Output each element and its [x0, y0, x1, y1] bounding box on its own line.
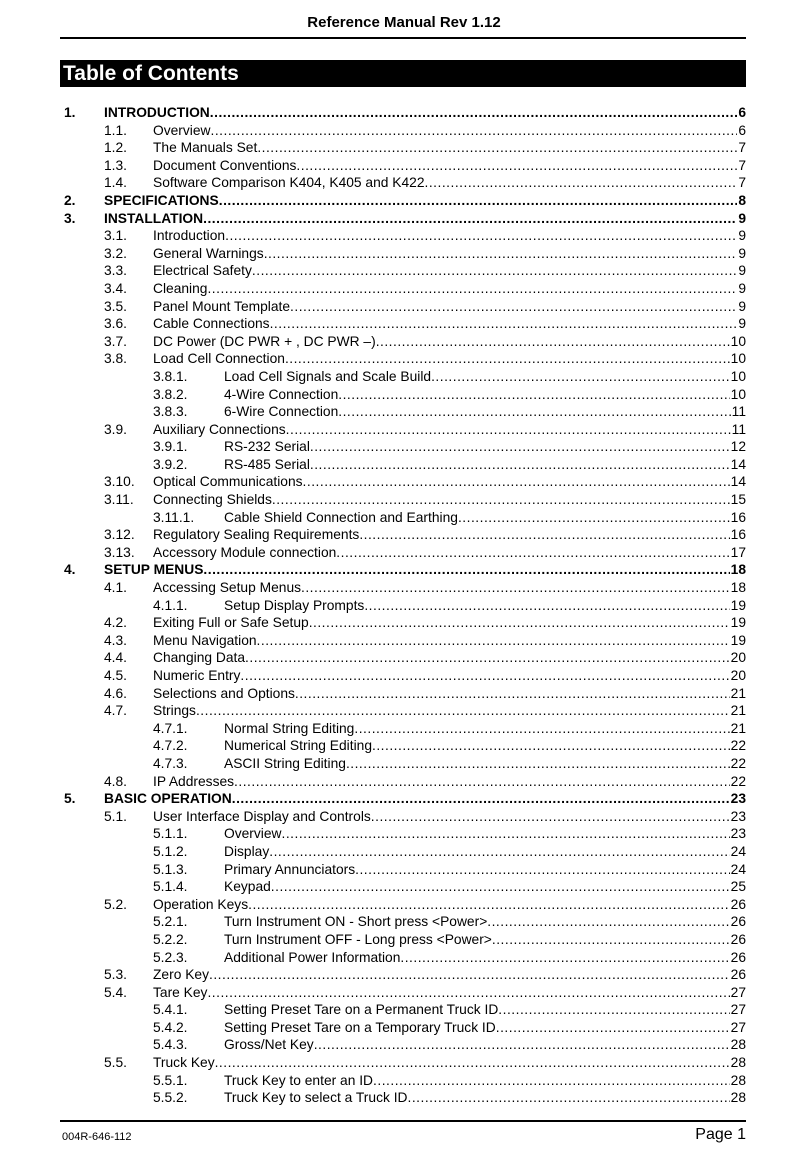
- toc-entry[interactable]: [0, 808, 808, 826]
- dot-leader: [314, 1036, 730, 1054]
- toc-entry-number: 5.4.1.: [153, 1002, 188, 1018]
- dot-leader: [211, 122, 738, 140]
- toc-entry-number: 3.8.2.: [153, 386, 188, 402]
- toc-entry[interactable]: [0, 597, 808, 615]
- dot-leader: [309, 614, 730, 632]
- toc-entry-number: 3.3.: [104, 263, 128, 279]
- toc-entry[interactable]: [0, 1036, 808, 1054]
- toc-entry-number: 5.1.1.: [153, 826, 188, 842]
- toc-entry-page: 28: [730, 1055, 746, 1071]
- toc-entry-page: 24: [730, 843, 746, 859]
- toc-entry-title: Selections and Options: [153, 685, 295, 701]
- toc-entry-number: 1.3.: [104, 157, 128, 173]
- toc-list: [0, 104, 808, 1107]
- toc-entry-page: 27: [730, 1019, 746, 1035]
- toc-heading: Table of Contents: [63, 62, 239, 85]
- toc-entry-page: 9: [738, 280, 746, 296]
- dot-leader: [219, 192, 738, 210]
- toc-entry-page: 24: [730, 861, 746, 877]
- toc-entry-number: 5.1.4.: [153, 879, 188, 895]
- toc-entry-number: 4.8.: [104, 773, 128, 789]
- toc-entry-number: 5.2.3.: [153, 949, 188, 965]
- toc-entry-title: Setup Display Prompts: [224, 597, 365, 613]
- toc-entry[interactable]: [0, 210, 808, 228]
- toc-entry[interactable]: [0, 1089, 808, 1107]
- toc-entry-number: 3.4.: [104, 280, 128, 296]
- toc-entry-page: 26: [730, 931, 746, 947]
- toc-entry-number: 3.6.: [104, 316, 128, 332]
- toc-entry-title: Load Cell Connection: [153, 351, 285, 367]
- toc-entry-number: 5.4.3.: [153, 1037, 188, 1053]
- toc-entry-number: 3.12.: [104, 527, 135, 543]
- toc-entry[interactable]: [0, 298, 808, 316]
- toc-entry-title: Numeric Entry: [153, 668, 241, 683]
- toc-entry-number: 4.4.: [104, 650, 128, 666]
- toc-entry[interactable]: [0, 280, 808, 298]
- toc-entry-title: INTRODUCTION: [104, 105, 210, 120]
- dot-leader: [303, 473, 730, 491]
- toc-entry-page: 22: [730, 738, 746, 754]
- toc-entry-page: 12: [730, 439, 746, 455]
- toc-entry-number: 3.5.: [104, 298, 128, 314]
- toc-entry-number: 3.8.1.: [153, 368, 188, 384]
- toc-entry-page: 16: [730, 527, 746, 543]
- toc-entry-title: Normal String Editing: [224, 720, 355, 736]
- dot-leader: [487, 913, 729, 931]
- toc-entry-page: 26: [730, 949, 746, 965]
- toc-entry-number: 5.2.: [104, 896, 128, 912]
- dot-leader: [286, 421, 731, 439]
- toc-entry[interactable]: [0, 1072, 808, 1090]
- toc-entry-number: 5.2.1.: [153, 914, 188, 930]
- toc-entry-page: 26: [730, 967, 746, 983]
- toc-entry-number: 4.7.3.: [153, 755, 188, 771]
- toc-entry-number: 3.13.: [104, 544, 135, 560]
- dot-leader: [400, 949, 729, 967]
- dot-leader: [372, 737, 730, 755]
- toc-entry-number: 5.5.: [104, 1055, 128, 1071]
- dot-leader: [376, 333, 730, 351]
- toc-entry-title: User Interface Display and Controls: [153, 808, 371, 824]
- toc-entry-title: Accessory Module connection: [153, 544, 337, 560]
- dot-leader: [248, 896, 730, 914]
- toc-entry-page: 9: [738, 210, 746, 226]
- toc-entry-page: 19: [730, 597, 746, 613]
- toc-entry[interactable]: [0, 579, 808, 597]
- toc-entry[interactable]: [0, 491, 808, 509]
- dot-leader: [272, 491, 730, 509]
- toc-entry-page: 27: [730, 1002, 746, 1018]
- dot-leader: [240, 667, 729, 685]
- toc-entry-title: ASCII String Editing: [224, 755, 346, 771]
- toc-banner: [60, 60, 746, 87]
- toc-entry-number: 4.3.: [104, 632, 128, 648]
- toc-entry-number: 4.6.: [104, 685, 128, 701]
- dot-leader: [425, 174, 738, 192]
- toc-entry-title: SETUP MENUS: [104, 562, 204, 578]
- toc-entry-number: 3.9.2.: [153, 456, 188, 472]
- toc-entry-number: 3.7.: [104, 333, 128, 349]
- toc-entry-title: Zero Key: [153, 967, 209, 983]
- toc-entry-page: 21: [730, 720, 746, 736]
- toc-entry-number: 5.1.3.: [153, 861, 188, 877]
- toc-entry-page: 28: [730, 1090, 746, 1106]
- toc-entry[interactable]: [0, 544, 808, 562]
- toc-entry-title: Numerical String Editing: [224, 738, 372, 754]
- dot-leader: [355, 861, 730, 879]
- toc-entry-title: Software Comparison K404, K405 and K422: [153, 175, 425, 191]
- dot-leader: [270, 315, 738, 333]
- toc-entry-number: 5.: [64, 791, 76, 807]
- toc-entry-title: Gross/Net Key: [224, 1037, 314, 1053]
- dot-leader: [257, 632, 730, 650]
- toc-entry-number: 4.: [64, 562, 76, 578]
- toc-entry[interactable]: [0, 984, 808, 1002]
- toc-entry-page: 22: [730, 755, 746, 771]
- toc-entry-page: 25: [730, 879, 746, 895]
- toc-entry-title: Tare Key: [153, 984, 208, 1000]
- toc-entry[interactable]: [0, 737, 808, 755]
- toc-entry-number: 1.2.: [104, 140, 128, 156]
- toc-entry-title: General Warnings: [153, 245, 264, 261]
- toc-entry-page: 9: [738, 298, 746, 314]
- toc-entry[interactable]: [0, 386, 808, 404]
- toc-entry[interactable]: [0, 702, 808, 720]
- toc-entry-page: 7: [738, 157, 746, 173]
- page-number: Page 1: [695, 1126, 746, 1143]
- toc-entry[interactable]: [0, 403, 808, 421]
- dot-leader: [338, 403, 730, 421]
- dot-leader: [371, 808, 730, 826]
- toc-entry-number: 5.1.: [104, 808, 128, 824]
- dot-leader: [269, 843, 729, 861]
- toc-entry-title: Optical Communications: [153, 474, 303, 490]
- toc-entry-number: 3.9.: [104, 421, 128, 437]
- toc-entry[interactable]: [0, 315, 808, 333]
- toc-entry-title: Overview: [224, 826, 282, 842]
- toc-entry[interactable]: [0, 526, 808, 544]
- dot-leader: [234, 773, 730, 791]
- toc-entry[interactable]: [0, 561, 808, 579]
- toc-entry-title: Introduction: [153, 228, 226, 244]
- toc-entry-page: 23: [730, 791, 746, 807]
- dot-leader: [203, 210, 737, 228]
- dot-leader: [196, 702, 730, 720]
- toc-entry[interactable]: [0, 473, 808, 491]
- toc-entry-number: 4.5.: [104, 668, 128, 683]
- toc-entry[interactable]: [0, 509, 808, 527]
- toc-entry-page: 28: [730, 1072, 746, 1088]
- dot-leader: [271, 878, 730, 896]
- toc-entry-title: SPECIFICATIONS: [104, 192, 219, 208]
- toc-entry-page: 7: [738, 140, 746, 156]
- toc-entry-number: 3.8.3.: [153, 404, 188, 420]
- toc-entry[interactable]: [0, 245, 808, 263]
- toc-entry[interactable]: [0, 966, 808, 984]
- toc-entry-title: Accessing Setup Menus: [153, 580, 302, 596]
- toc-entry-title: Truck Key to enter an ID: [224, 1072, 374, 1088]
- toc-entry[interactable]: [0, 878, 808, 896]
- toc-entry-title: Panel Mount Template: [153, 298, 291, 314]
- toc-entry[interactable]: [0, 350, 808, 368]
- toc-entry-page: 19: [730, 632, 746, 648]
- dot-leader: [431, 368, 730, 386]
- toc-entry[interactable]: [0, 368, 808, 386]
- toc-entry-number: 4.1.1.: [153, 597, 188, 613]
- toc-entry-page: 22: [730, 773, 746, 789]
- toc-entry-page: 10: [730, 351, 746, 367]
- toc-entry-number: 3.2.: [104, 245, 128, 261]
- toc-entry-page: 9: [738, 263, 746, 279]
- dot-leader: [373, 1072, 730, 1090]
- toc-entry-number: 3.11.1.: [153, 509, 195, 525]
- toc-entry-page: 9: [738, 316, 746, 332]
- toc-entry-title: Strings: [153, 703, 196, 719]
- toc-entry-page: 8: [738, 192, 746, 208]
- toc-entry-title: Changing Data: [153, 650, 246, 666]
- toc-entry-page: 7: [738, 175, 746, 191]
- toc-entry[interactable]: [0, 174, 808, 192]
- toc-entry-title: Cable Shield Connection and Earthing: [224, 509, 458, 525]
- toc-entry-title: Load Cell Signals and Scale Build: [224, 368, 432, 384]
- dot-leader: [210, 104, 738, 122]
- toc-entry-page: 6: [738, 122, 746, 138]
- dot-leader: [359, 526, 729, 544]
- dot-leader: [285, 350, 730, 368]
- toc-entry-title: Menu Navigation: [153, 632, 257, 648]
- toc-entry-page: 6: [738, 105, 746, 120]
- toc-entry[interactable]: [0, 1001, 808, 1019]
- dot-leader: [207, 280, 737, 298]
- toc-entry-page: 14: [730, 474, 746, 490]
- toc-entry-page: 14: [730, 456, 746, 472]
- toc-entry-number: 5.5.1.: [153, 1072, 188, 1088]
- toc-entry[interactable]: [0, 913, 808, 931]
- dot-leader: [252, 262, 737, 280]
- toc-entry-number: 4.1.: [104, 580, 128, 596]
- toc-entry[interactable]: [0, 861, 808, 879]
- dot-leader: [496, 1019, 730, 1037]
- toc-entry-page: 15: [730, 492, 746, 508]
- toc-entry-number: 1.4.: [104, 175, 128, 191]
- toc-entry[interactable]: [0, 333, 808, 351]
- toc-entry-page: 20: [730, 668, 746, 683]
- toc-entry[interactable]: [0, 755, 808, 773]
- toc-entry-page: 20: [730, 650, 746, 666]
- dot-leader: [364, 597, 729, 615]
- dot-leader: [498, 1001, 729, 1019]
- toc-entry-page: 28: [730, 1037, 746, 1053]
- dot-leader: [245, 649, 730, 667]
- toc-entry-page: 18: [730, 562, 746, 578]
- toc-entry-number: 4.7.1.: [153, 720, 188, 736]
- toc-entry-title: Document Conventions: [153, 157, 297, 173]
- toc-entry-title: RS-485 Serial: [224, 456, 310, 472]
- toc-entry-title: Setting Preset Tare on a Temporary Truck ID: [224, 1019, 496, 1035]
- toc-entry-page: 9: [738, 245, 746, 261]
- dot-leader: [282, 825, 730, 843]
- toc-entry[interactable]: [0, 122, 808, 140]
- dot-leader: [296, 157, 737, 175]
- toc-entry[interactable]: [0, 825, 808, 843]
- toc-entry-title: Setting Preset Tare on a Permanent Truck ID: [224, 1002, 499, 1018]
- running-header-title: Reference Manual Rev 1.12: [307, 14, 501, 31]
- toc-entry-page: 16: [730, 509, 746, 525]
- toc-entry[interactable]: [0, 649, 808, 667]
- dot-leader: [264, 245, 738, 263]
- dot-leader: [310, 438, 730, 456]
- dot-leader: [354, 720, 729, 738]
- toc-entry-page: 21: [730, 703, 746, 719]
- header-rule: [60, 37, 746, 39]
- toc-entry-number: 4.7.2.: [153, 738, 188, 754]
- toc-entry-page: 9: [738, 228, 746, 244]
- toc-entry[interactable]: [0, 139, 808, 157]
- toc-entry[interactable]: [0, 632, 808, 650]
- toc-entry-title: 6-Wire Connection: [224, 404, 339, 420]
- toc-entry-page: 10: [730, 368, 746, 384]
- toc-entry-page: 11: [731, 421, 746, 437]
- toc-entry-number: 4.2.: [104, 615, 128, 631]
- toc-entry-title: Connecting Shields: [153, 492, 272, 508]
- dot-leader: [301, 579, 730, 597]
- document-code: 004R-646-112: [62, 1131, 132, 1143]
- toc-entry-page: 26: [730, 896, 746, 912]
- toc-entry[interactable]: [0, 157, 808, 175]
- toc-entry-title: Turn Instrument OFF - Long press <Power>: [224, 931, 492, 947]
- toc-entry[interactable]: [0, 720, 808, 738]
- toc-entry-title: The Manuals Set: [153, 140, 258, 156]
- toc-entry-title: Additional Power Information: [224, 949, 401, 965]
- toc-entry[interactable]: [0, 1054, 808, 1072]
- toc-entry-title: Operation Keys: [153, 896, 249, 912]
- toc-entry[interactable]: [0, 949, 808, 967]
- dot-leader: [232, 790, 730, 808]
- dot-leader: [336, 544, 729, 562]
- toc-entry-title: Turn Instrument ON - Short press <Power>: [224, 914, 488, 930]
- toc-entry-number: 5.1.2.: [153, 843, 188, 859]
- dot-leader: [310, 456, 730, 474]
- toc-entry[interactable]: [0, 667, 808, 685]
- toc-entry[interactable]: [0, 773, 808, 791]
- toc-entry[interactable]: [0, 262, 808, 280]
- toc-entry[interactable]: [0, 685, 808, 703]
- toc-entry-number: 5.5.2.: [153, 1090, 188, 1106]
- dot-leader: [257, 139, 737, 157]
- dot-leader: [458, 509, 730, 527]
- toc-entry-number: 2.: [64, 192, 76, 208]
- dot-leader: [492, 931, 730, 949]
- dot-leader: [338, 386, 729, 404]
- toc-entry-title: IP Addresses: [153, 773, 235, 789]
- toc-entry[interactable]: [0, 843, 808, 861]
- toc-entry-number: 4.7.: [104, 703, 128, 719]
- toc-entry-title: DC Power (DC PWR + , DC PWR –): [153, 333, 376, 349]
- toc-entry-page: 21: [730, 685, 746, 701]
- toc-entry-title: Truck Key: [153, 1055, 215, 1071]
- toc-entry[interactable]: [0, 931, 808, 949]
- toc-entry[interactable]: [0, 896, 808, 914]
- toc-entry[interactable]: [0, 421, 808, 439]
- toc-entry-number: 3.11.: [104, 492, 134, 508]
- toc-entry[interactable]: [0, 104, 808, 122]
- toc-entry-number: 5.3.: [104, 967, 128, 983]
- toc-entry-page: 19: [730, 615, 746, 631]
- toc-entry-number: 5.4.2.: [153, 1019, 188, 1035]
- toc-entry[interactable]: [0, 438, 808, 456]
- toc-entry-page: 11: [731, 404, 746, 420]
- dot-leader: [209, 966, 730, 984]
- dot-leader: [215, 1054, 730, 1072]
- dot-leader: [203, 561, 729, 579]
- dot-leader: [225, 227, 737, 245]
- toc-entry-number: 5.2.2.: [153, 931, 188, 947]
- toc-entry-page: 23: [730, 826, 746, 842]
- toc-entry-title: RS-232 Serial: [224, 439, 310, 455]
- toc-entry-title: Primary Annunciators: [224, 861, 356, 877]
- toc-entry-number: 1.1.: [104, 122, 128, 138]
- toc-entry-title: Truck Key to select a Truck ID: [224, 1090, 408, 1106]
- toc-entry-title: Regulatory Sealing Requirements: [153, 527, 360, 543]
- toc-entry-title: Cable Connections: [153, 316, 270, 332]
- toc-entry-title: Electrical Safety: [153, 263, 252, 279]
- toc-entry-number: 1.: [64, 105, 76, 120]
- toc-entry-number: 3.10.: [104, 474, 135, 490]
- toc-entry-number: 3.: [64, 210, 76, 226]
- toc-entry[interactable]: [0, 456, 808, 474]
- toc-entry-page: 10: [730, 386, 746, 402]
- toc-entry-page: 17: [730, 544, 746, 560]
- toc-entry-title: Overview: [153, 122, 211, 138]
- toc-entry-page: 27: [730, 984, 746, 1000]
- toc-entry-title: 4-Wire Connection: [224, 386, 339, 402]
- dot-leader: [346, 755, 730, 773]
- toc-entry[interactable]: [0, 614, 808, 632]
- toc-entry-title: Exiting Full or Safe Setup: [153, 615, 309, 631]
- footer-rule: [60, 1120, 746, 1122]
- toc-entry-page: 23: [730, 808, 746, 824]
- toc-entry[interactable]: [0, 1019, 808, 1037]
- toc-entry-number: 3.9.1.: [153, 439, 188, 455]
- toc-entry-number: 3.8.: [104, 351, 128, 367]
- dot-leader: [295, 685, 730, 703]
- toc-entry-number: 3.1.: [104, 228, 128, 244]
- toc-entry-title: Cleaning: [153, 280, 208, 296]
- toc-entry-title: Auxiliary Connections: [153, 421, 286, 437]
- dot-leader: [408, 1089, 730, 1107]
- toc-entry-page: 26: [730, 914, 746, 930]
- toc-entry-title: Keypad: [224, 879, 271, 895]
- toc-entry-number: 5.4.: [104, 984, 128, 1000]
- toc-entry[interactable]: [0, 227, 808, 245]
- toc-entry-title: Display: [224, 843, 270, 859]
- dot-leader: [290, 298, 737, 316]
- dot-leader: [207, 984, 729, 1002]
- toc-entry-title: INSTALLATION: [104, 210, 204, 226]
- toc-entry[interactable]: [0, 192, 808, 210]
- toc-entry-page: 10: [730, 333, 746, 349]
- toc-entry-title: BASIC OPERATION: [104, 791, 232, 807]
- toc-entry[interactable]: [0, 790, 808, 808]
- toc-entry-page: 18: [730, 580, 746, 596]
